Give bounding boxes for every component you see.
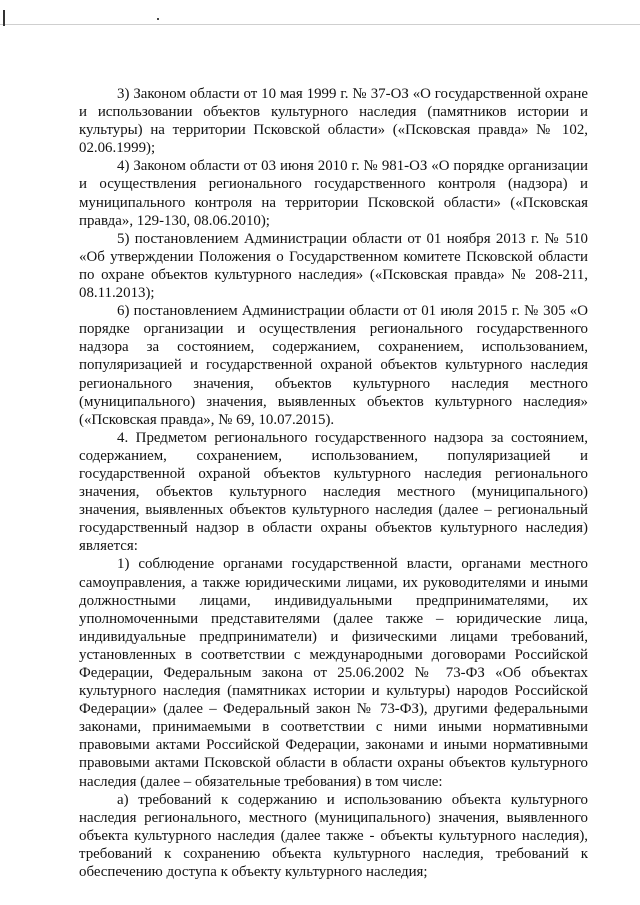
scan-speck bbox=[157, 18, 159, 20]
paragraph-requirements-a: а) требований к содержанию и использованию объекта культурного наследия регионального, местного (муниципального) значения, выявленного объекта культурного наследия (далее также - объекты культурного наследия), требований к сохранению объекта культурного наследия, требований к обеспечению доступа к объекту культурного наследия; bbox=[79, 791, 588, 881]
paragraph-law-981-oz: 4) Законом области от 03 июня 2010 г. № 981-ОЗ «О порядке организации и осуществления регионального государственного контроля (надзора) и муниципального контроля на территории Псковской области» («Псковская правда», 129-130, 08.06.2010); bbox=[79, 158, 588, 229]
paragraph-resolution-305: 6) постановлением Администрации области от 01 июля 2015 г. № 305 «О порядке организации и осуществления регионального государственного надзора за состоянием, содержанием, сохранением, использованием, популяризацией и государственной охраной объектов культурного наследия регионального значения, объектов культурного наследия местного (муниципального) значения, выявленных объектов культурного наследия» («Псковская правда», № 69, 10.07.2015). bbox=[79, 303, 588, 428]
document-body bbox=[79, 85, 588, 881]
scan-edge-mark bbox=[3, 10, 5, 26]
paragraph-compliance-requirements: 1) соблюдение органами государственной власти, органами местного самоуправления, а также юридическими лицами, их руководителями и иными должностными лицами, индивидуальными предпринимателями, их уполномоченными представителями (далее также – юридические лица, индивидуальные предприниматели) и физическими лицами требований, установленных в соответствии с международными договорами Российской Федерации, Федеральным закона от 25.06.2002 № 73-ФЗ «Об объектах культурного наследия (памятниках истории и культуры) народов Российской Федерации» (далее – Федеральный закон № 73-ФЗ), другими федеральными законами, принимаемыми в соответствии с ними иными нормативными правовыми актами Российской Федерации, законами и иными нормативными правовыми актами Псковской области в области охраны объектов культурного наследия (далее – обязательные требования) в том числе: bbox=[79, 556, 588, 790]
scan-edge-line bbox=[0, 24, 640, 25]
paragraph-law-37-oz: 3) Законом области от 10 мая 1999 г. № 37-ОЗ «О государственной охране и использовании объектов культурного наследия (памятников истории и культуры) на территории Псковской области» («Псковская правда» № 102, 02.06.1999); bbox=[79, 86, 588, 157]
paragraph-resolution-510: 5) постановлением Администрации области от 01 ноября 2013 г. № 510 «Об утверждении Положения о Государственном комитете Псковской области по охране объектов культурного наследия» («Псковская правда» № 208-211, 08.11.2013); bbox=[79, 230, 588, 302]
paragraph-supervision-subject: 4. Предметом регионального государственного надзора за состоянием, содержанием, сохранением, использованием, популяризацией и государственной охраной объектов культурного наследия регионального значения, объектов культурного наследия местного (муниципального) значения, выявленных объектов культурного наследия (далее – региональный государственный надзор в области охраны объектов культурного наследия) является: bbox=[79, 429, 588, 555]
